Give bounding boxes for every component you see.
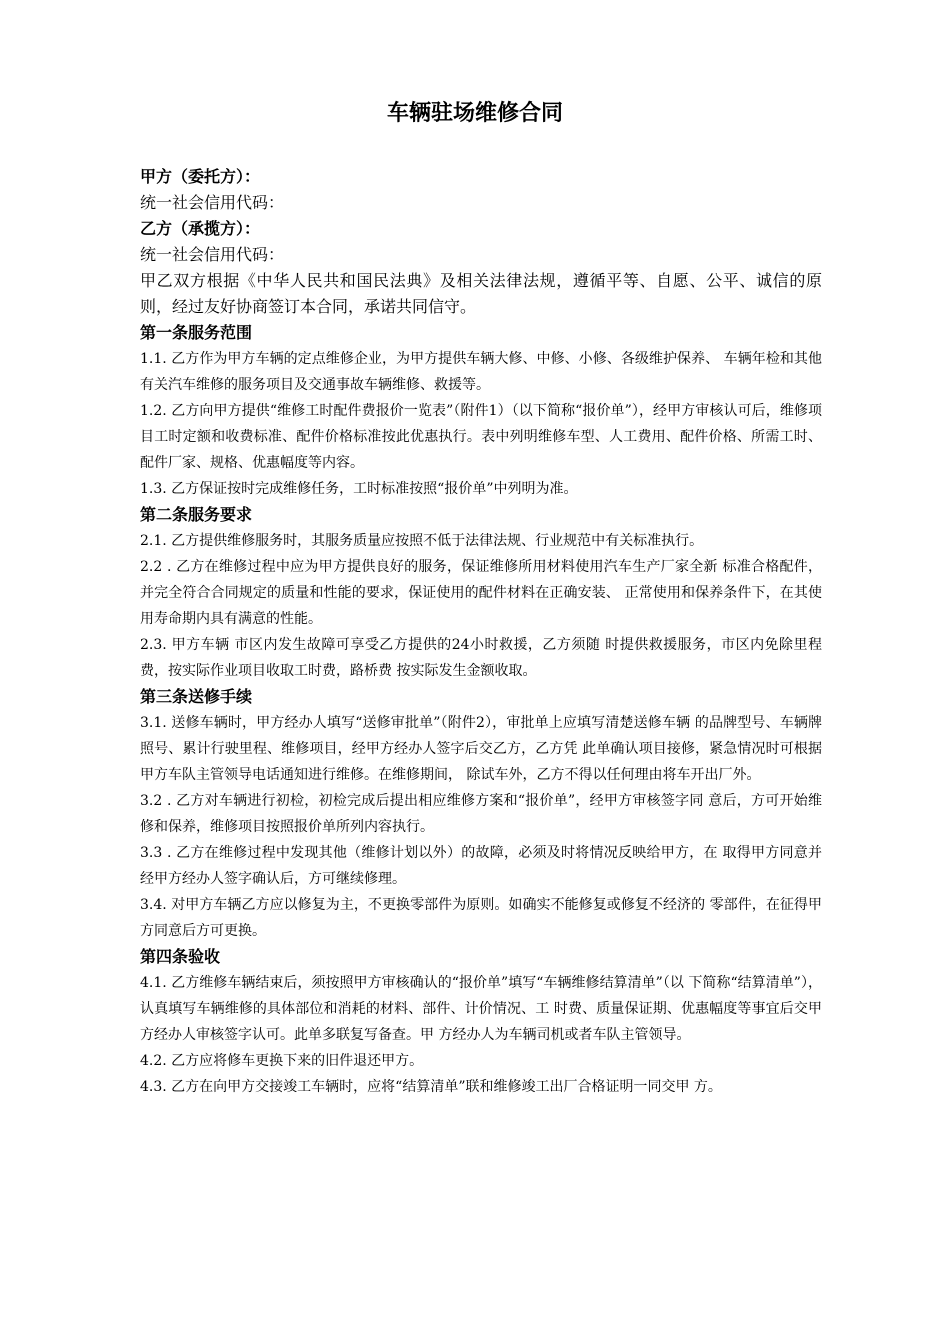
clause-1-1: 1.1. 乙方作为甲方车辆的定点维修企业，为甲方提供车辆大修、中修、小修、各级维护保养、 车辆年检和其他有关汽车维修的服务项目及交通事故车辆维修、救援等。 <box>140 351 822 393</box>
clause-2-3: 2.3. 甲方车辆 市区内发生故障可享受乙方提供的24小时救援，乙方须随 时提供救援服务，市区内免除里程费，按实际作业项目收取工时费，路桥费 按实际发生金额收取。 <box>140 637 822 679</box>
clause-1-3: 1.3. 乙方保证按时完成维修任务，工时标准按照“报价单”中列明为准。 <box>140 481 578 497</box>
clause-4-2: 4.2. 乙方应将修车更换下来的旧件退还甲方。 <box>140 1053 424 1069</box>
clause-2-1: 2.1. 乙方提供维修服务时，其服务质量应按照不低于法律法规、行业规范中有关标准执行。 <box>140 533 704 549</box>
section-heading-acceptance: 第四条验收 <box>140 947 221 966</box>
section-heading-repair-procedure: 第三条送修手续 <box>140 687 253 706</box>
clause-1-2: 1.2. 乙方向甲方提供“维修工时配件费报价一览表”（附件1）（以下简称“报价单”），经甲方审核认可后，维修项目工时定额和收费标准、配件价格标准按此优惠执行。表中列明维修车型、人工费用、配件价格、所需工时、配件厂家、规格、优惠幅度等内容。 <box>140 403 822 471</box>
party-a-credit-code: 统一社会信用代码： <box>140 193 285 212</box>
clause-3-3: 3.3 . 乙方在维修过程中发现其他（维修计划以外）的故障，必须及时将情况反映给甲方，在 取得甲方同意并经甲方经办人签字确认后，方可继续修理。 <box>140 845 822 887</box>
section-heading-service-scope: 第一条服务范围 <box>140 323 253 342</box>
party-a-label: 甲方（委托方）： <box>140 167 261 186</box>
clause-3-1: 3.1. 送修车辆时，甲方经办人填写“送修审批单”（附件2），审批单上应填写清楚送修车辆 的品牌型号、车辆牌照号、累计行驶里程、维修项目，经甲方经办人签字后交乙方，乙方凭 此单确认项目接修，紧急情况时可根据甲方车队主管领导电话通知进行维修。在维修期间， 除试车外，乙方不得以任何理由将车开出厂外。 <box>140 715 822 783</box>
section-heading-service-requirements: 第二条服务要求 <box>140 505 253 524</box>
intro-paragraph: 甲乙双方根据《中华人民共和国民法典》及相关法律法规，遵循平等、自愿、公平、诚信的原则，经过友好协商签订本合同，承诺共同信守。 <box>140 271 822 316</box>
clause-3-4: 3.4. 对甲方车辆乙方应以修复为主，不更换零部件为原则。如确实不能修复或修复不经济的 零部件，在征得甲方同意后方可更换。 <box>140 897 822 939</box>
party-b-label: 乙方（承揽方）： <box>140 219 261 238</box>
clause-4-1: 4.1. 乙方维修车辆结束后，须按照甲方审核确认的“报价单”填写“车辆维修结算清单”（以 下简称“结算清单”），认真填写车辆维修的具体部位和消耗的材料、部件、计价情况、工 时费、质量保证期、优惠幅度等事宜后交甲方经办人审核签字认可。此单多联复写备查。甲 方经办人为车辆司机或者车队主管领导。 <box>140 975 822 1043</box>
party-b-credit-code: 统一社会信用代码： <box>140 245 285 264</box>
document-body <box>140 164 822 1100</box>
clause-2-2: 2.2 . 乙方在维修过程中应为甲方提供良好的服务，保证维修所用材料使用汽车生产厂家全新 标准合格配件，并完全符合合同规定的质量和性能的要求，保证使用的配件材料在正确安装、 正常使用和保养条件下，在其使用寿命期内具有满意的性能。 <box>140 559 822 627</box>
clause-3-2: 3.2 . 乙方对车辆进行初检，初检完成后提出相应维修方案和“报价单”，经甲方审核签字同 意后，方可开始维修和保养，维修项目按照报价单所列内容执行。 <box>140 793 822 835</box>
document-title: 车辆驻场维修合同 <box>386 101 563 126</box>
clause-4-3: 4.3. 乙方在向甲方交接竣工车辆时，应将“结算清单”联和维修竣工出厂合格证明一同交甲 方。 <box>140 1079 722 1095</box>
